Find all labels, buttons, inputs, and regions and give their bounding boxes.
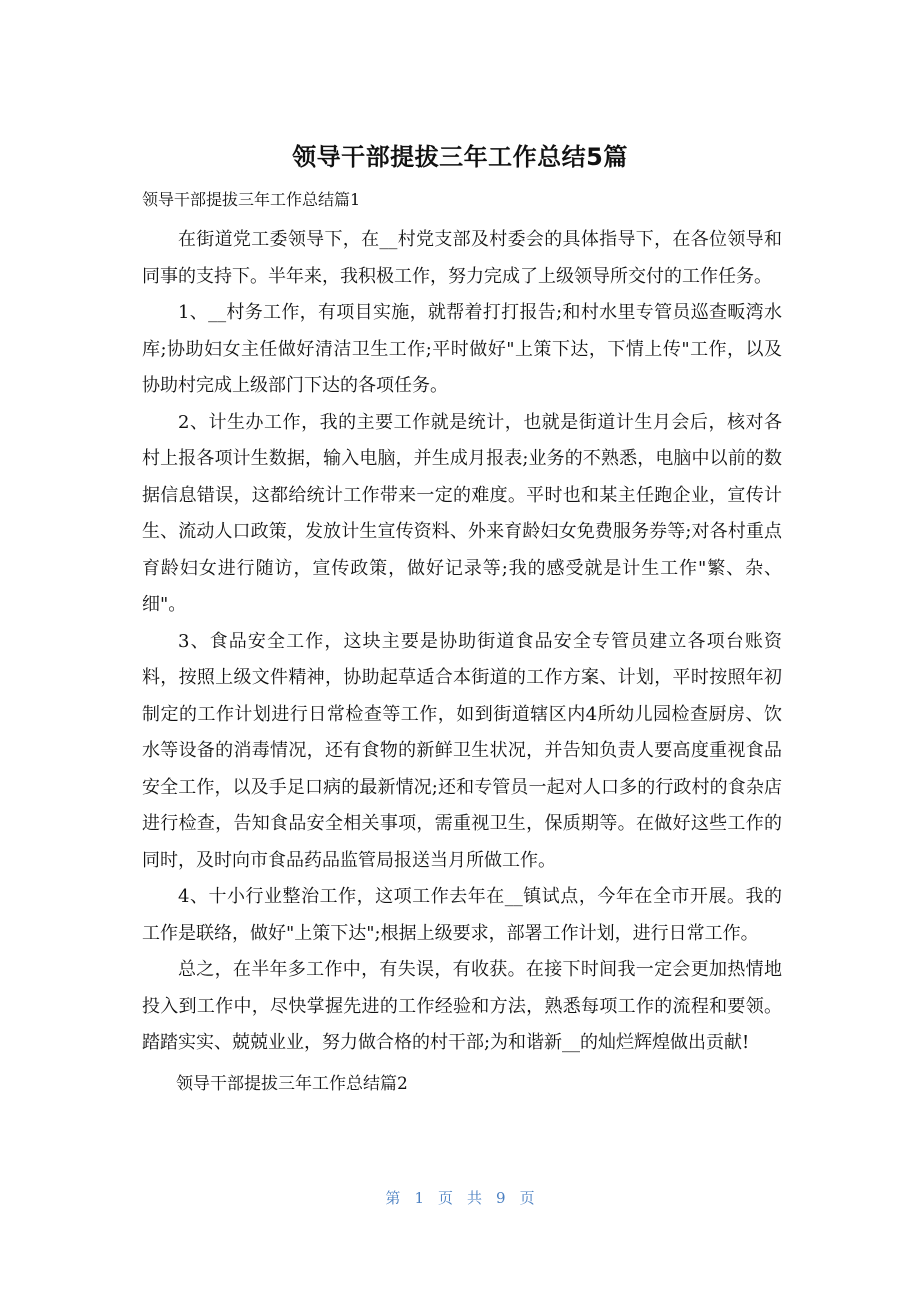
footer-page-unit: 页 — [437, 1189, 453, 1207]
section-heading-2: 领导干部提拔三年工作总结篇2 — [176, 1073, 408, 1094]
paragraph-summary: 总之，在半年多工作中，有失误，有收获。在接下时间我一定会更加热情地投入到工作中，尽快掌握先进的工作经验和方法，熟悉每项工作的流程和要领。踏踏实实、兢兢业业，努力做合格的村干部;为和谐新__的灿烂辉煌做出贡献! — [142, 959, 782, 1053]
document-title: 领导干部提拔三年工作总结5篇 — [292, 143, 628, 171]
paragraph-item-2: 2、计生办工作，我的主要工作就是统计，也就是街道计生月会后，核对各村上报各项计生数据，输入电脑，并生成月报表;业务的不熟悉，电脑中以前的数据信息错误，这都给统计工作带来一定的难度。平时也和某主任跑企业，宣传计生、流动人口政策，发放计生宣传资料、外来育龄妇女免费服务券等;对各村重点育龄妇女进行随访，宣传政策，做好记录等;我的感受就是计生工作"繁、杂、细"。 — [142, 411, 782, 615]
paragraph-item-4: 4、十小行业整治工作，这项工作去年在__镇试点，今年在全市开展。我的工作是联络，做好"上策下达";根据上级要求，部署工作计划，进行日常工作。 — [142, 886, 782, 944]
footer-total-label: 共 — [467, 1189, 483, 1207]
paragraph-intro: 在街道党工委领导下，在__村党支部及村委会的具体指导下，在各位领导和同事的支持下。半年来，我积极工作，努力完成了上级领导所交付的工作任务。 — [142, 229, 782, 287]
paragraph-item-1: 1、__村务工作，有项目实施，就帮着打打报告;和村水里专管员巡查畈湾水库;协助妇女主任做好清洁卫生工作;平时做好"上策下达，下情上传"工作，以及协助村完成上级部门下达的各项任务。 — [142, 302, 782, 396]
document-body — [142, 222, 782, 1102]
footer-total-pages: 9 — [496, 1189, 506, 1207]
page-footer — [0, 1186, 920, 1210]
footer-total-unit: 页 — [519, 1189, 535, 1207]
paragraph-item-3: 3、食品安全工作，这块主要是协助街道食品安全专管员建立各项台账资料，按照上级文件精神，协助起草适合本街道的工作方案、计划，平时按照年初制定的工作计划进行日常检查等工作，如到街道辖区内4所幼儿园检查厨房、饮水等设备的消毒情况，还有食物的新鲜卫生状况，并告知负责人要高度重视食品安全工作，以及手足口病的最新情况;还和专管员一起对人口多的行政村的食杂店进行检查，告知食品安全相关事项，需重视卫生，保质期等。在做好这些工作的同时，及时向市食品药品监管局报送当月所做工作。 — [142, 630, 782, 871]
footer-page-label: 第 — [385, 1189, 401, 1207]
footer-page-number: 1 — [414, 1189, 424, 1207]
section-heading-1: 领导干部提拔三年工作总结篇1 — [142, 190, 361, 209]
